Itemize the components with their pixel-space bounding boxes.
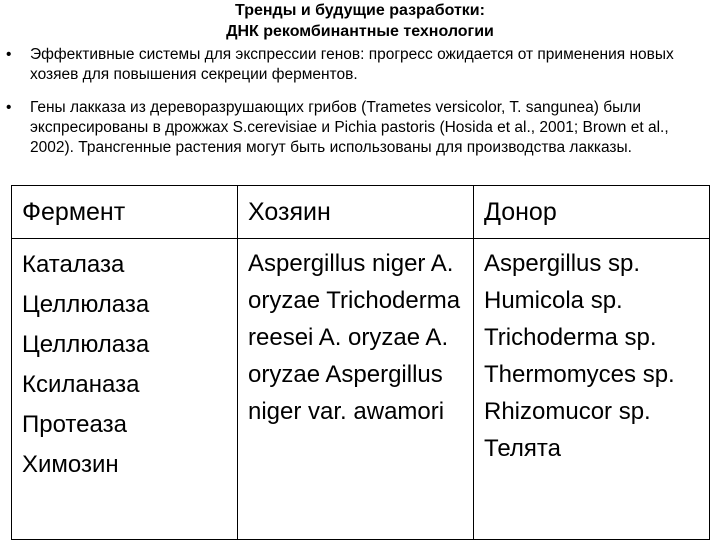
enzyme-name: Целлюлаза xyxy=(22,331,150,358)
bullet-icon: • xyxy=(6,99,12,116)
bullet-icon: • xyxy=(6,46,12,63)
bullet-text-2: Гены лакказа из дереворазрушающих грибов (Trametes versicolor, T. sangunea) были экспресированы в дрожжах S.cerevisiae и Pichia pastoris (Hosida et al., 2001; Brown et al., 2002). Трансгенные растения могут быть использованы для производства лакказы. xyxy=(30,99,669,156)
enzyme-name: Протеаза xyxy=(22,411,127,438)
table-header-row xyxy=(12,186,710,239)
slide-title xyxy=(0,0,720,42)
enzyme-table xyxy=(11,185,710,540)
bullet-text-1: Эффективные системы для экспрессии генов: прогресс ожидается от применения новых хозяев для повышения секреции ферментов. xyxy=(30,46,674,83)
enzyme-column xyxy=(12,239,238,540)
title-line-2: ДНК рекомбинантные технологии xyxy=(226,23,494,40)
title-line-1: Тренды и будущие разработки: xyxy=(235,2,485,19)
table-row xyxy=(12,239,710,540)
host-column xyxy=(238,239,474,540)
enzyme-name: Ксиланаза xyxy=(22,371,140,398)
header-enzyme: Фермент xyxy=(12,186,238,239)
header-donor: Донор xyxy=(474,186,710,239)
header-host: Хозяин xyxy=(238,186,474,239)
enzyme-name: Целлюлаза xyxy=(22,291,150,318)
enzyme-name: Каталаза xyxy=(22,251,125,278)
donor-list: Aspergillus sp. Humicola sp. Trichoderma sp. Thermomyces sp. Rhizomucor sp. Телята xyxy=(484,250,675,462)
enzyme-name: Химозин xyxy=(22,451,119,478)
host-list: Aspergillus niger A. oryzae Trichoderma reesei A. oryzae A. oryzae Aspergillus niger var. awamori xyxy=(248,250,461,425)
donor-column xyxy=(474,239,710,540)
bullet-item-2 xyxy=(6,98,706,158)
bullet-item-1 xyxy=(6,45,706,85)
